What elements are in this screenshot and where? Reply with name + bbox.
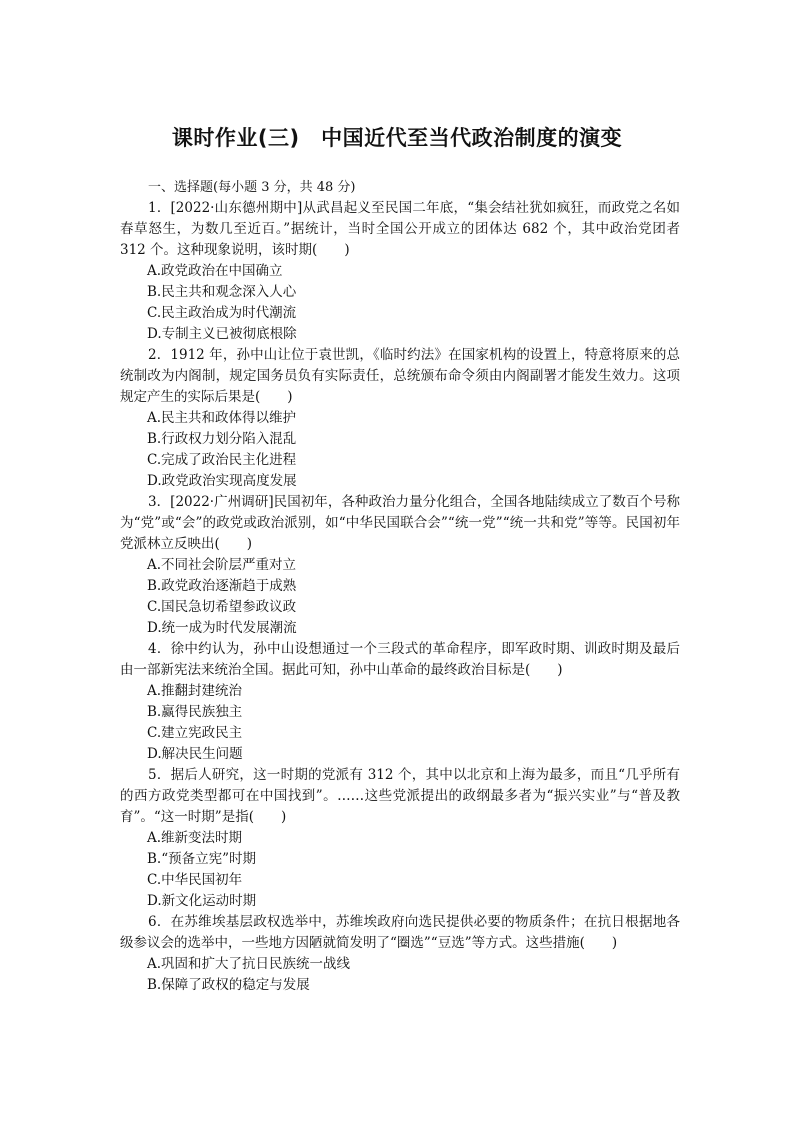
question-stem: 4．徐中约认为，孙中山设想通过一个三段式的革命程序，即军政时期、训政时期及最后由一部新宪法来统治全国。据此可知，孙中山革命的最终政治目标是( )	[120, 641, 680, 678]
option-b: B.保障了政权的稳定与发展	[147, 977, 310, 993]
question-6	[120, 912, 680, 996]
option-b: B.行政权力划分陷入混乱	[147, 431, 297, 447]
question-5	[120, 765, 680, 912]
option-c: C.建立宪政民主	[147, 725, 243, 741]
page-title: 课时作业(三) 中国近代至当代政治制度的演变	[171, 126, 623, 150]
option-a: A.维新变法时期	[147, 830, 243, 846]
option-d: D.解决民生问题	[147, 746, 243, 762]
option-d: D.专制主义已被彻底根除	[147, 326, 297, 342]
question-4	[120, 639, 680, 765]
option-a: A.不同社会阶层严重对立	[147, 557, 297, 573]
option-b: B.“预备立宪”时期	[147, 851, 257, 867]
question-2	[120, 345, 680, 492]
option-b: B.政党政治逐渐趋于成熟	[147, 578, 297, 594]
option-c: C.民主政治成为时代潮流	[147, 305, 297, 321]
question-stem: 2．1912 年，孙中山让位于袁世凯，《临时约法》在国家机构的设置上，特意将原来的总统制改为内阁制，规定国务员负有实际责任，总统颁布命令须由内阁副署才能发生效力。这项规定产生的实际后果是( )	[120, 347, 680, 405]
option-d: D.新文化运动时期	[147, 893, 257, 909]
option-a: A.推翻封建统治	[147, 683, 243, 699]
option-c: C.国民急切希望参政议政	[147, 599, 297, 615]
question-stem: 6．在苏维埃基层政权选举中，苏维埃政府向选民提供必要的物质条件；在抗日根据地各级参议会的选举中，一些地方因陋就简发明了“圈选”“豆选”等方式。这些措施( )	[120, 914, 680, 951]
option-b: B.民主共和观念深入人心	[147, 284, 297, 300]
question-stem: 3．[2022·广州调研]民国初年，各种政治力量分化组合，全国各地陆续成立了数百个号称为“党”或“会”的政党或政治派别，如“中华民国联合会”“统一党”“统一共和党”等等。民国初年党派林立反映出( )	[120, 494, 680, 552]
option-d: D.统一成为时代发展潮流	[147, 620, 297, 636]
option-d: D.政党政治实现高度发展	[147, 473, 297, 489]
question-list	[120, 198, 680, 996]
option-c: C.完成了政治民主化进程	[147, 452, 297, 468]
question-1	[120, 198, 680, 345]
option-a: A.政党政治在中国确立	[147, 263, 283, 279]
option-b: B.赢得民族独主	[147, 704, 243, 720]
option-a: A.巩固和扩大了抗日民族统一战线	[147, 956, 351, 972]
question-3	[120, 492, 680, 639]
option-c: C.中华民国初年	[147, 872, 243, 888]
question-stem: 5．据后人研究，这一时期的党派有 312 个，其中以北京和上海为最多，而且“几乎所有的西方政党类型都可在中国找到”。……这些党派提出的政纲最多者为“振兴实业”与“普及教育”。“这一时期”是指( )	[120, 767, 680, 825]
section-heading: 一、选择题(每小题 3 分，共 48 分)	[148, 180, 356, 195]
option-a: A.民主共和政体得以维护	[147, 410, 297, 426]
question-stem: 1．[2022·山东德州期中]从武昌起义至民国二年底，“集会结社犹如疯狂，而政党之名如春草怒生，为数几至近百。”据统计，当时全国公开成立的团体达 682 个，其中政治党团者 312 个。这种现象说明，该时期( )	[120, 200, 680, 258]
